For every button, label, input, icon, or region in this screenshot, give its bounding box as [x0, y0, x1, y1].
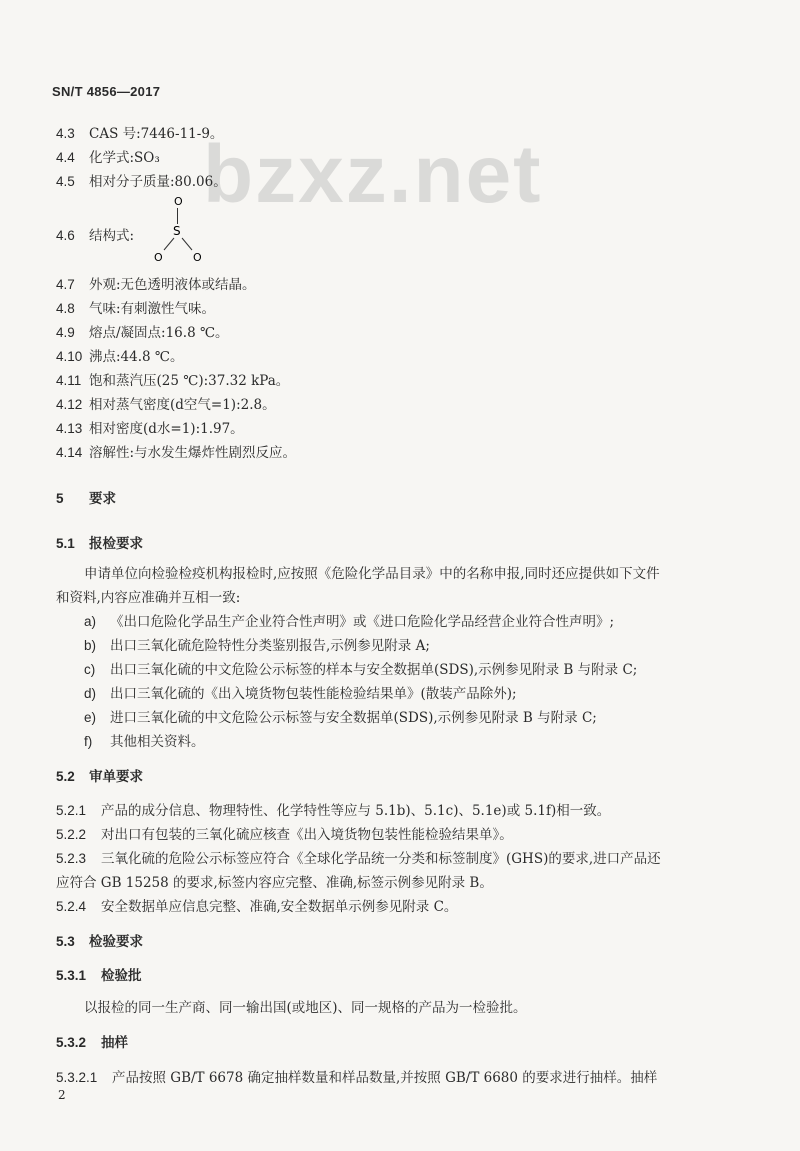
prop-4-8: 4.8 气味:有刺激性气味。 — [56, 301, 216, 317]
prop-4-4: 4.4 化学式:SO₃ — [56, 150, 160, 166]
list-item-d: d) 出口三氧化硫的《出入境货物包装性能检验结果单》(散装产品除外); — [84, 686, 517, 702]
list-item-a: a) 《出口危险化学品生产企业符合性声明》或《进口危险化学品经营企业符合性声明》; — [84, 614, 615, 630]
prop-4-12: 4.12 相对蒸气密度(d空气=1):2.8。 — [56, 397, 276, 413]
clause-5-2-2: 5.2.2 对出口有包装的三氧化硫应核查《出入境货物包装性能检验结果单》。 — [56, 827, 513, 843]
prop-4-5: 4.5 相对分子质量:80.06。 — [56, 174, 227, 190]
watermark: bzxz.net — [203, 129, 543, 220]
document-header: SN/T 4856—2017 — [52, 84, 161, 99]
prop-4-9: 4.9 熔点/凝固点:16.8 ℃。 — [56, 325, 229, 341]
clause-5-2-3-cont: 应符合 GB 15258 的要求,标签内容应完整、准确,标签示例参见附录 B。 — [56, 875, 493, 891]
prop-4-11: 4.11 饱和蒸汽压(25 ℃):37.32 kPa。 — [56, 373, 290, 389]
prop-4-6: 4.6 结构式: — [56, 228, 135, 244]
section-5-1-heading: 5.1 报检要求 — [56, 536, 143, 552]
atom-o-left: O — [154, 251, 163, 264]
atom-s: S — [173, 224, 181, 238]
prop-4-13: 4.13 相对密度(d水=1):1.97。 — [56, 421, 244, 437]
section-5-1-para-line1: 申请单位向检验检疫机构报检时,应按照《危险化学品目录》中的名称申报,同时还应提供如下文件 — [84, 566, 660, 582]
prop-4-10: 4.10 沸点:44.8 ℃。 — [56, 349, 184, 365]
structural-formula — [152, 193, 212, 265]
prop-4-3: 4.3 CAS 号:7446-11-9。 — [56, 126, 224, 142]
prop-4-14: 4.14 溶解性:与水发生爆炸性剧烈反应。 — [56, 445, 297, 461]
section-5-2-heading: 5.2 审单要求 — [56, 769, 143, 785]
clause-5-2-3: 5.2.3 三氧化硫的危险公示标签应符合《全球化学品统一分类和标签制度》(GHS)的要求,进口产品还 — [56, 851, 661, 867]
section-5-1-para-line2: 和资料,内容应准确并互相一致: — [56, 590, 241, 606]
clause-5-2-1: 5.2.1 产品的成分信息、物理特性、化学特性等应与 5.1b)、5.1c)、5.1e)或 5.1f)相一致。 — [56, 803, 611, 819]
clause-5-2-4: 5.2.4 安全数据单应信息完整、准确,安全数据单示例参见附录 C。 — [56, 899, 458, 915]
section-5-3-1-heading: 5.3.1 检验批 — [56, 968, 142, 984]
atom-o-top: O — [174, 195, 183, 208]
section-5-3-heading: 5.3 检验要求 — [56, 934, 143, 950]
prop-4-7: 4.7 外观:无色透明液体或结晶。 — [56, 277, 256, 293]
list-item-f: f) 其他相关资料。 — [84, 734, 205, 750]
list-item-e: e) 进口三氧化硫的中文危险公示标签与安全数据单(SDS),示例参见附录 B 与附录 C; — [84, 710, 597, 726]
atom-o-right: O — [193, 251, 202, 264]
clause-5-3-2-1: 5.3.2.1 产品按照 GB/T 6678 确定抽样数量和样品数量,并按照 GB/T 6680 的要求进行抽样。抽样 — [56, 1070, 658, 1086]
list-item-b: b) 出口三氧化硫危险特性分类鉴别报告,示例参见附录 A; — [84, 638, 430, 654]
list-item-c: c) 出口三氧化硫的中文危险公示标签的样本与安全数据单(SDS),示例参见附录 B 与附录 C; — [84, 662, 638, 678]
section-5-3-2-heading: 5.3.2 抽样 — [56, 1035, 128, 1051]
section-5-3-1-para: 以报检的同一生产商、同一输出国(或地区)、同一规格的产品为一检验批。 — [84, 1000, 527, 1016]
page-number: 2 — [58, 1088, 66, 1102]
section-5-heading: 5 要求 — [56, 491, 116, 507]
